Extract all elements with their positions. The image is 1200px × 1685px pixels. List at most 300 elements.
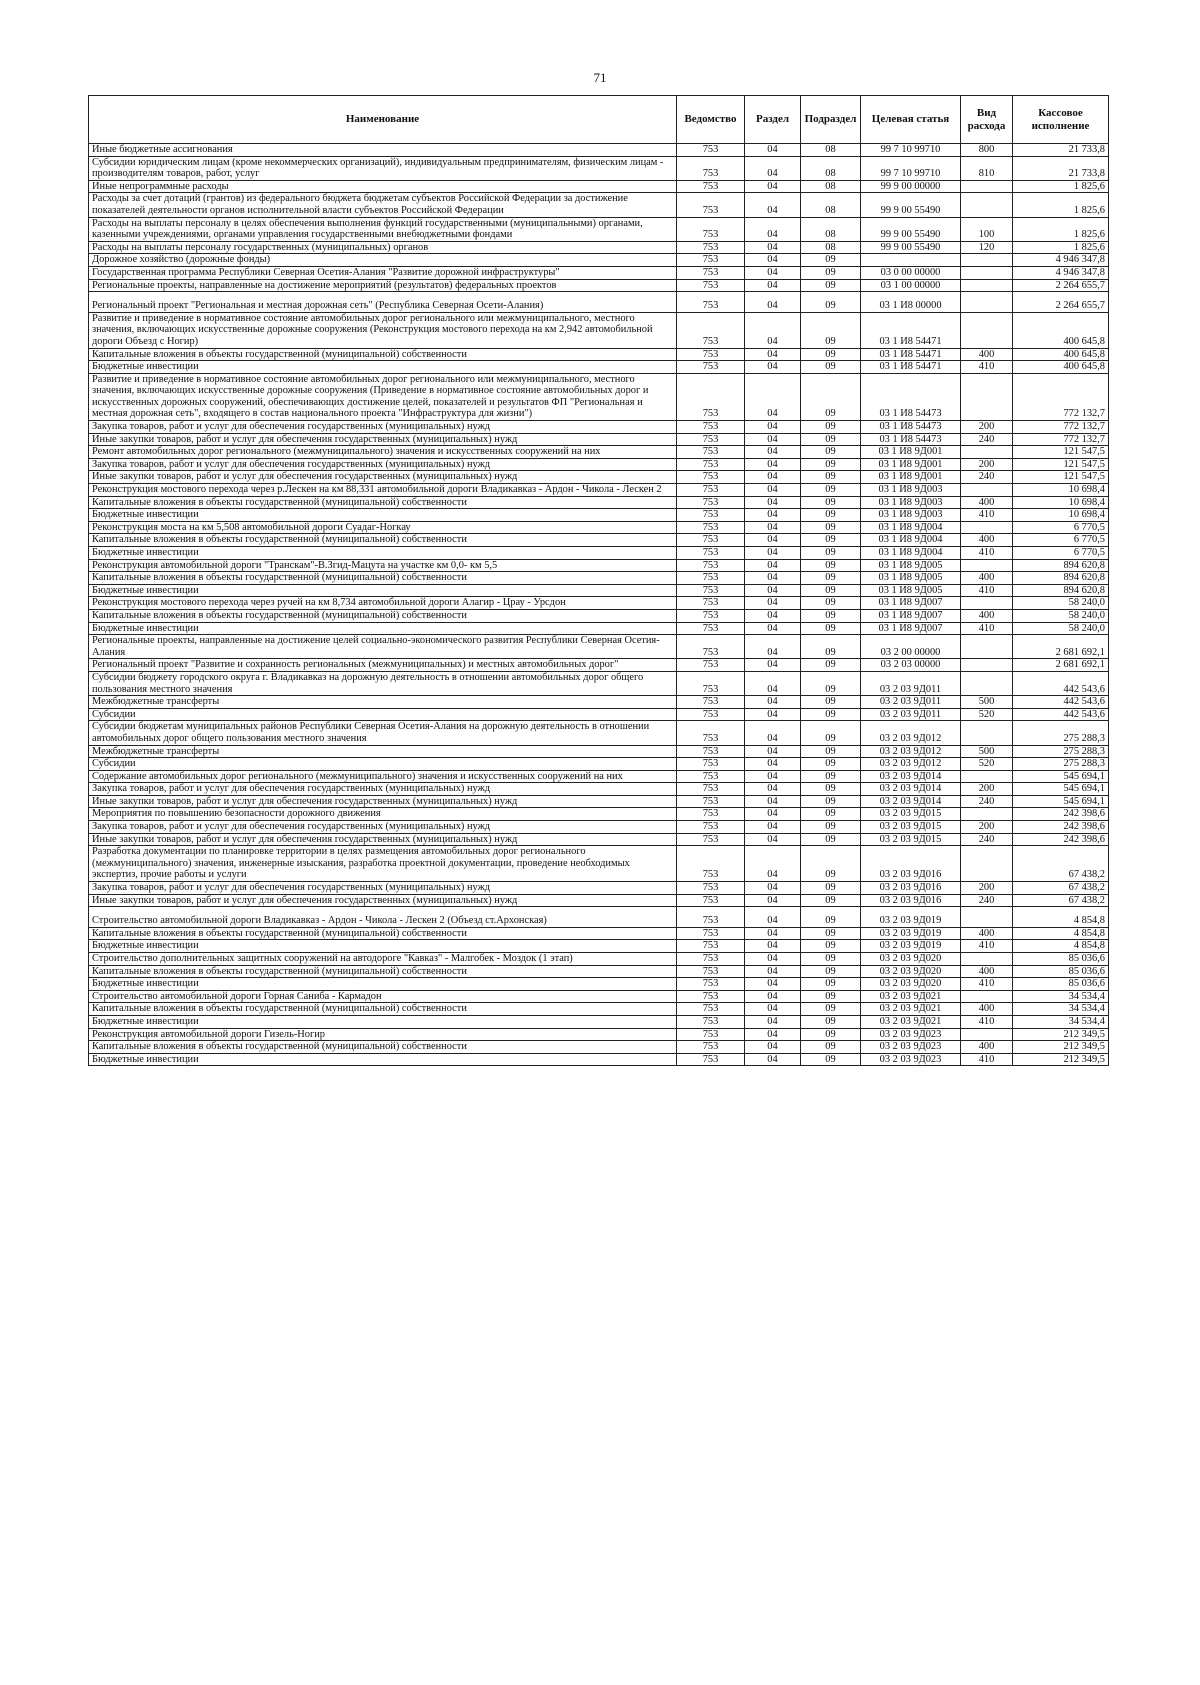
row-target-article-cell: 03 2 03 9Д011	[861, 671, 961, 695]
table-row	[89, 193, 1109, 217]
row-target-article-cell: 03 2 03 9Д011	[861, 696, 961, 709]
row-department-cell: 753	[677, 597, 745, 610]
table-row	[89, 1015, 1109, 1028]
row-expense-type-cell: 240	[961, 795, 1013, 808]
row-name-cell: Капитальные вложения в объекты государственной (муниципальной) собственности	[89, 534, 677, 547]
row-name-cell: Капитальные вложения в объекты государственной (муниципальной) собственности	[89, 348, 677, 361]
table-row	[89, 254, 1109, 267]
row-name-cell: Строительство автомобильной дороги Владикавказ - Ардон - Чикола - Лескен 2 (Объезд ст.Архонская)	[89, 907, 677, 928]
row-subsection-cell: 09	[801, 547, 861, 560]
table-row	[89, 745, 1109, 758]
row-section-cell: 04	[745, 940, 801, 953]
row-subsection-cell: 09	[801, 609, 861, 622]
row-amount-cell: 58 240,0	[1013, 597, 1109, 610]
table-row	[89, 521, 1109, 534]
row-amount-cell: 6 770,5	[1013, 547, 1109, 560]
row-section-cell: 04	[745, 1041, 801, 1054]
row-section-cell: 04	[745, 1003, 801, 1016]
row-target-article-cell: 03 1 И8 9Д001	[861, 471, 961, 484]
row-department-cell: 753	[677, 745, 745, 758]
row-department-cell: 753	[677, 471, 745, 484]
row-target-article-cell: 03 2 03 9Д023	[861, 1041, 961, 1054]
row-expense-type-cell	[961, 559, 1013, 572]
row-section-cell: 04	[745, 156, 801, 180]
row-amount-cell: 442 543,6	[1013, 696, 1109, 709]
table-row	[89, 808, 1109, 821]
row-department-cell: 753	[677, 254, 745, 267]
row-subsection-cell: 09	[801, 446, 861, 459]
row-section-cell: 04	[745, 990, 801, 1003]
row-amount-cell: 4 854,8	[1013, 927, 1109, 940]
row-section-cell: 04	[745, 458, 801, 471]
row-amount-cell: 242 398,6	[1013, 808, 1109, 821]
row-name-cell: Бюджетные инвестиции	[89, 1015, 677, 1028]
table-row	[89, 953, 1109, 966]
row-section-cell: 04	[745, 783, 801, 796]
row-amount-cell: 275 288,3	[1013, 745, 1109, 758]
row-expense-type-cell: 410	[961, 978, 1013, 991]
row-expense-type-cell: 240	[961, 894, 1013, 907]
row-department-cell: 753	[677, 584, 745, 597]
row-expense-type-cell: 520	[961, 708, 1013, 721]
row-amount-cell: 894 620,8	[1013, 559, 1109, 572]
row-section-cell: 04	[745, 609, 801, 622]
row-expense-type-cell	[961, 808, 1013, 821]
row-subsection-cell: 09	[801, 927, 861, 940]
row-subsection-cell: 09	[801, 559, 861, 572]
row-target-article-cell: 03 2 03 9Д016	[861, 894, 961, 907]
row-expense-type-cell: 400	[961, 1003, 1013, 1016]
row-target-article-cell: 03 1 И8 54473	[861, 433, 961, 446]
row-amount-cell: 85 036,6	[1013, 953, 1109, 966]
row-subsection-cell: 08	[801, 217, 861, 241]
row-subsection-cell: 09	[801, 940, 861, 953]
row-expense-type-cell: 800	[961, 144, 1013, 157]
row-expense-type-cell	[961, 373, 1013, 420]
row-name-cell: Иные закупки товаров, работ и услуг для обеспечения государственных (муниципальных) нужд	[89, 795, 677, 808]
row-target-article-cell: 03 2 03 9Д020	[861, 978, 961, 991]
row-name-cell: Межбюджетные трансферты	[89, 696, 677, 709]
row-subsection-cell: 09	[801, 458, 861, 471]
row-section-cell: 04	[745, 795, 801, 808]
table-row	[89, 990, 1109, 1003]
row-target-article-cell: 03 2 03 9Д014	[861, 770, 961, 783]
row-section-cell: 04	[745, 572, 801, 585]
row-target-article-cell: 03 2 03 9Д012	[861, 758, 961, 771]
row-section-cell: 04	[745, 509, 801, 522]
row-amount-cell: 1 825,6	[1013, 193, 1109, 217]
row-target-article-cell: 03 2 03 9Д020	[861, 965, 961, 978]
row-expense-type-cell: 500	[961, 745, 1013, 758]
row-target-article-cell: 03 1 И8 54471	[861, 348, 961, 361]
row-subsection-cell: 09	[801, 312, 861, 348]
row-expense-type-cell: 410	[961, 361, 1013, 374]
row-section-cell: 04	[745, 521, 801, 534]
row-subsection-cell: 09	[801, 1053, 861, 1066]
table-row	[89, 446, 1109, 459]
table-row	[89, 547, 1109, 560]
table-row	[89, 241, 1109, 254]
row-subsection-cell: 09	[801, 292, 861, 313]
table-row	[89, 821, 1109, 834]
row-amount-cell: 212 349,5	[1013, 1028, 1109, 1041]
header-subsection: Подраздел	[801, 96, 861, 144]
row-target-article-cell: 03 2 03 9Д019	[861, 927, 961, 940]
row-expense-type-cell: 240	[961, 833, 1013, 846]
row-expense-type-cell: 200	[961, 821, 1013, 834]
row-name-cell: Мероприятия по повышению безопасности дорожного движения	[89, 808, 677, 821]
row-subsection-cell: 09	[801, 990, 861, 1003]
row-section-cell: 04	[745, 671, 801, 695]
row-amount-cell: 212 349,5	[1013, 1041, 1109, 1054]
row-expense-type-cell	[961, 521, 1013, 534]
row-department-cell: 753	[677, 496, 745, 509]
row-amount-cell: 6 770,5	[1013, 534, 1109, 547]
row-subsection-cell: 09	[801, 373, 861, 420]
row-department-cell: 753	[677, 758, 745, 771]
table-row	[89, 965, 1109, 978]
row-target-article-cell: 03 1 00 00000	[861, 279, 961, 292]
row-target-article-cell: 03 2 03 9Д015	[861, 808, 961, 821]
row-section-cell: 04	[745, 659, 801, 672]
table-row	[89, 846, 1109, 882]
row-subsection-cell: 09	[801, 882, 861, 895]
row-amount-cell: 212 349,5	[1013, 1053, 1109, 1066]
row-amount-cell: 400 645,8	[1013, 312, 1109, 348]
table-row	[89, 421, 1109, 434]
table-row	[89, 217, 1109, 241]
row-target-article-cell: 03 2 03 9Д014	[861, 795, 961, 808]
row-target-article-cell: 03 1 И8 9Д005	[861, 584, 961, 597]
row-subsection-cell: 08	[801, 180, 861, 193]
row-name-cell: Иные непрограммные расходы	[89, 180, 677, 193]
row-department-cell: 753	[677, 458, 745, 471]
row-expense-type-cell	[961, 770, 1013, 783]
row-amount-cell: 1 825,6	[1013, 180, 1109, 193]
row-amount-cell: 442 543,6	[1013, 708, 1109, 721]
row-name-cell: Бюджетные инвестиции	[89, 940, 677, 953]
row-department-cell: 753	[677, 373, 745, 420]
row-department-cell: 753	[677, 696, 745, 709]
row-expense-type-cell	[961, 266, 1013, 279]
row-name-cell: Строительство дополнительных защитных сооружений на автодороге "Кавказ" - Малгобек - Моздок (1 этап)	[89, 953, 677, 966]
row-section-cell: 04	[745, 1028, 801, 1041]
row-department-cell: 753	[677, 965, 745, 978]
row-expense-type-cell: 200	[961, 882, 1013, 895]
row-subsection-cell: 09	[801, 266, 861, 279]
table-header-row	[89, 96, 1109, 144]
row-department-cell: 753	[677, 279, 745, 292]
row-expense-type-cell	[961, 846, 1013, 882]
row-subsection-cell: 09	[801, 696, 861, 709]
row-expense-type-cell	[961, 907, 1013, 928]
table-row	[89, 180, 1109, 193]
row-target-article-cell: 03 2 03 9Д011	[861, 708, 961, 721]
row-target-article-cell: 03 2 03 9Д023	[861, 1053, 961, 1066]
row-name-cell: Расходы на выплаты персоналу государственных (муниципальных) органов	[89, 241, 677, 254]
row-subsection-cell: 09	[801, 1015, 861, 1028]
row-amount-cell: 85 036,6	[1013, 965, 1109, 978]
row-subsection-cell: 09	[801, 846, 861, 882]
row-department-cell: 753	[677, 721, 745, 745]
table-row	[89, 721, 1109, 745]
row-section-cell: 04	[745, 978, 801, 991]
row-section-cell: 04	[745, 292, 801, 313]
row-name-cell: Закупка товаров, работ и услуг для обеспечения государственных (муниципальных) нужд	[89, 882, 677, 895]
header-section: Раздел	[745, 96, 801, 144]
row-expense-type-cell: 410	[961, 547, 1013, 560]
row-subsection-cell: 09	[801, 708, 861, 721]
row-name-cell: Капитальные вложения в объекты государственной (муниципальной) собственности	[89, 965, 677, 978]
row-amount-cell: 4 854,8	[1013, 940, 1109, 953]
row-subsection-cell: 09	[801, 953, 861, 966]
row-department-cell: 753	[677, 990, 745, 1003]
row-subsection-cell: 09	[801, 907, 861, 928]
row-subsection-cell: 09	[801, 721, 861, 745]
row-name-cell: Капитальные вложения в объекты государственной (муниципальной) собственности	[89, 1003, 677, 1016]
row-section-cell: 04	[745, 279, 801, 292]
row-expense-type-cell	[961, 597, 1013, 610]
row-expense-type-cell: 400	[961, 927, 1013, 940]
row-amount-cell: 400 645,8	[1013, 348, 1109, 361]
row-amount-cell: 4 946 347,8	[1013, 266, 1109, 279]
row-name-cell: Бюджетные инвестиции	[89, 978, 677, 991]
row-amount-cell: 242 398,6	[1013, 821, 1109, 834]
row-name-cell: Закупка товаров, работ и услуг для обеспечения государственных (муниципальных) нужд	[89, 821, 677, 834]
row-subsection-cell: 09	[801, 770, 861, 783]
row-subsection-cell: 09	[801, 622, 861, 635]
table-row	[89, 509, 1109, 522]
row-target-article-cell: 03 2 03 9Д016	[861, 882, 961, 895]
row-amount-cell: 2 681 692,1	[1013, 635, 1109, 659]
row-name-cell: Бюджетные инвестиции	[89, 622, 677, 635]
row-section-cell: 04	[745, 144, 801, 157]
row-target-article-cell: 03 2 03 9Д019	[861, 940, 961, 953]
row-subsection-cell: 08	[801, 144, 861, 157]
table-row	[89, 622, 1109, 635]
row-amount-cell: 1 825,6	[1013, 241, 1109, 254]
row-department-cell: 753	[677, 927, 745, 940]
row-section-cell: 04	[745, 254, 801, 267]
row-amount-cell: 121 547,5	[1013, 446, 1109, 459]
row-name-cell: Расходы на выплаты персоналу в целях обеспечения выполнения функций государственными (муниципальными) органами, казенными учреждениями, органами управления государственными внебюджетными фондами	[89, 217, 677, 241]
row-department-cell: 753	[677, 659, 745, 672]
row-department-cell: 753	[677, 446, 745, 459]
row-target-article-cell: 03 2 03 9Д012	[861, 721, 961, 745]
table-row	[89, 584, 1109, 597]
row-name-cell: Содержание автомобильных дорог регионального (межмуниципального) значения и искусственных сооружений на них	[89, 770, 677, 783]
header-target-article: Целевая статья	[861, 96, 961, 144]
table-row	[89, 770, 1109, 783]
row-target-article-cell: 03 1 И8 9Д005	[861, 572, 961, 585]
row-department-cell: 753	[677, 671, 745, 695]
row-section-cell: 04	[745, 894, 801, 907]
row-expense-type-cell	[961, 180, 1013, 193]
table-row	[89, 833, 1109, 846]
row-expense-type-cell: 200	[961, 421, 1013, 434]
row-name-cell: Субсидии бюджету городского округа г. Владикавказ на дорожную деятельность в отношении автомобильных дорог общего пользования местного значения	[89, 671, 677, 695]
row-department-cell: 753	[677, 622, 745, 635]
row-department-cell: 753	[677, 1053, 745, 1066]
row-expense-type-cell	[961, 312, 1013, 348]
row-section-cell: 04	[745, 708, 801, 721]
table-row	[89, 882, 1109, 895]
table-row	[89, 940, 1109, 953]
row-amount-cell: 121 547,5	[1013, 471, 1109, 484]
row-amount-cell: 21 733,8	[1013, 156, 1109, 180]
row-section-cell: 04	[745, 193, 801, 217]
row-name-cell: Региональные проекты, направленные на достижение мероприятий (результатов) федеральных проектов	[89, 279, 677, 292]
row-name-cell: Реконструкция моста на км 5,508 автомобильной дороги Суадаг-Ногкау	[89, 521, 677, 534]
row-expense-type-cell: 200	[961, 783, 1013, 796]
row-amount-cell: 85 036,6	[1013, 978, 1109, 991]
row-target-article-cell: 03 1 И8 54471	[861, 361, 961, 374]
table-row	[89, 433, 1109, 446]
row-section-cell: 04	[745, 927, 801, 940]
row-name-cell: Иные закупки товаров, работ и услуг для обеспечения государственных (муниципальных) нужд	[89, 433, 677, 446]
row-subsection-cell: 09	[801, 521, 861, 534]
row-name-cell: Субсидии юридическим лицам (кроме некоммерческих организаций), индивидуальным предпринимателям, физическим лицам - производителям товаров, работ, услуг	[89, 156, 677, 180]
row-amount-cell: 21 733,8	[1013, 144, 1109, 157]
row-expense-type-cell	[961, 279, 1013, 292]
row-amount-cell: 10 698,4	[1013, 496, 1109, 509]
row-name-cell: Бюджетные инвестиции	[89, 547, 677, 560]
row-section-cell: 04	[745, 745, 801, 758]
row-expense-type-cell	[961, 292, 1013, 313]
row-target-article-cell: 03 2 03 9Д020	[861, 953, 961, 966]
row-target-article-cell: 03 2 03 9Д015	[861, 821, 961, 834]
row-target-article-cell: 03 1 И8 54473	[861, 373, 961, 420]
row-target-article-cell: 03 1 И8 9Д001	[861, 458, 961, 471]
row-department-cell: 753	[677, 795, 745, 808]
row-subsection-cell: 09	[801, 758, 861, 771]
table-row	[89, 266, 1109, 279]
row-name-cell: Бюджетные инвестиции	[89, 509, 677, 522]
row-subsection-cell: 09	[801, 833, 861, 846]
row-name-cell: Реконструкция автомобильной дороги Гизель-Ногир	[89, 1028, 677, 1041]
row-subsection-cell: 08	[801, 193, 861, 217]
row-expense-type-cell: 400	[961, 534, 1013, 547]
table-row	[89, 758, 1109, 771]
table-row	[89, 1028, 1109, 1041]
row-amount-cell: 34 534,4	[1013, 1003, 1109, 1016]
row-expense-type-cell: 410	[961, 622, 1013, 635]
row-target-article-cell	[861, 254, 961, 267]
row-section-cell: 04	[745, 421, 801, 434]
row-target-article-cell: 03 1 И8 9Д004	[861, 534, 961, 547]
row-amount-cell: 275 288,3	[1013, 721, 1109, 745]
row-subsection-cell: 09	[801, 965, 861, 978]
row-subsection-cell: 09	[801, 597, 861, 610]
table-row	[89, 927, 1109, 940]
row-section-cell: 04	[745, 217, 801, 241]
table-row	[89, 795, 1109, 808]
row-target-article-cell: 03 1 И8 9Д003	[861, 484, 961, 497]
row-subsection-cell: 09	[801, 348, 861, 361]
row-section-cell: 04	[745, 758, 801, 771]
row-target-article-cell: 03 2 03 9Д023	[861, 1028, 961, 1041]
row-name-cell: Капитальные вложения в объекты государственной (муниципальной) собственности	[89, 609, 677, 622]
row-name-cell: Реконструкция мостового перехода через ручей на км 8,734 автомобильной дороги Алагир - Црау - Урсдон	[89, 597, 677, 610]
row-subsection-cell: 09	[801, 534, 861, 547]
row-name-cell: Закупка товаров, работ и услуг для обеспечения государственных (муниципальных) нужд	[89, 421, 677, 434]
row-target-article-cell: 03 1 И8 9Д004	[861, 521, 961, 534]
row-name-cell: Строительство автомобильной дороги Горная Саниба - Кармадон	[89, 990, 677, 1003]
table-row	[89, 708, 1109, 721]
row-section-cell: 04	[745, 534, 801, 547]
row-department-cell: 753	[677, 361, 745, 374]
row-section-cell: 04	[745, 547, 801, 560]
row-department-cell: 753	[677, 266, 745, 279]
row-section-cell: 04	[745, 622, 801, 635]
row-subsection-cell: 09	[801, 894, 861, 907]
row-name-cell: Субсидии бюджетам муниципальных районов Республики Северная Осетия-Алания на дорожную деятельность в отношении автомобильных дорог общего пользования местного значения	[89, 721, 677, 745]
row-department-cell: 753	[677, 156, 745, 180]
row-amount-cell: 545 694,1	[1013, 795, 1109, 808]
table-row	[89, 907, 1109, 928]
table-row	[89, 659, 1109, 672]
table-row	[89, 609, 1109, 622]
table-row	[89, 144, 1109, 157]
row-expense-type-cell: 120	[961, 241, 1013, 254]
row-section-cell: 04	[745, 348, 801, 361]
row-target-article-cell: 03 0 00 00000	[861, 266, 961, 279]
row-expense-type-cell: 500	[961, 696, 1013, 709]
row-department-cell: 753	[677, 241, 745, 254]
row-amount-cell: 4 946 347,8	[1013, 254, 1109, 267]
row-department-cell: 753	[677, 1028, 745, 1041]
row-expense-type-cell: 400	[961, 1041, 1013, 1054]
row-expense-type-cell: 810	[961, 156, 1013, 180]
row-subsection-cell: 09	[801, 584, 861, 597]
table-row	[89, 894, 1109, 907]
row-amount-cell: 10 698,4	[1013, 484, 1109, 497]
row-department-cell: 753	[677, 1015, 745, 1028]
table-row	[89, 1041, 1109, 1054]
row-section-cell: 04	[745, 180, 801, 193]
row-section-cell: 04	[745, 965, 801, 978]
row-name-cell: Региональные проекты, направленные на достижение целей социально-экономического развития Республики Северная Осетия-Алания	[89, 635, 677, 659]
row-name-cell: Иные закупки товаров, работ и услуг для обеспечения государственных (муниципальных) нужд	[89, 833, 677, 846]
header-cash-execution: Кассовое исполнение	[1013, 96, 1109, 144]
row-subsection-cell: 09	[801, 783, 861, 796]
row-subsection-cell: 09	[801, 821, 861, 834]
row-expense-type-cell	[961, 671, 1013, 695]
row-department-cell: 753	[677, 770, 745, 783]
row-department-cell: 753	[677, 193, 745, 217]
row-target-article-cell: 03 1 И8 9Д001	[861, 446, 961, 459]
row-amount-cell: 67 438,2	[1013, 894, 1109, 907]
row-subsection-cell: 09	[801, 484, 861, 497]
row-name-cell: Дорожное хозяйство (дорожные фонды)	[89, 254, 677, 267]
table-row	[89, 484, 1109, 497]
row-department-cell: 753	[677, 484, 745, 497]
row-section-cell: 04	[745, 821, 801, 834]
row-expense-type-cell	[961, 1028, 1013, 1041]
row-subsection-cell: 09	[801, 635, 861, 659]
row-subsection-cell: 09	[801, 1028, 861, 1041]
row-subsection-cell: 09	[801, 808, 861, 821]
row-expense-type-cell: 100	[961, 217, 1013, 241]
table-row	[89, 635, 1109, 659]
row-name-cell: Развитие и приведение в нормативное состояние автомобильных дорог регионального или межмуниципального, местного значения, включающих искусственные дорожные сооружения (Реконструкция мостового перехода на км 2,942 автомобильной дороги Объезд с Ногир)	[89, 312, 677, 348]
row-name-cell: Реконструкция мостового перехода через р.Лескен на км 88,331 автомобильной дороги Владикавказ - Ардон - Чикола - Лескен 2	[89, 484, 677, 497]
row-name-cell: Региональный проект "Региональная и местная дорожная сеть" (Республика Северная Осети-Алания)	[89, 292, 677, 313]
row-section-cell: 04	[745, 471, 801, 484]
row-name-cell: Разработка документации по планировке территории в целях размещения автомобильных дорог регионального (межмуниципального) значения, инженерные изыскания, разработка проектной документации, проведение необходимых экспертиз, прочие работы и услуги	[89, 846, 677, 882]
row-subsection-cell: 09	[801, 361, 861, 374]
table-row	[89, 348, 1109, 361]
